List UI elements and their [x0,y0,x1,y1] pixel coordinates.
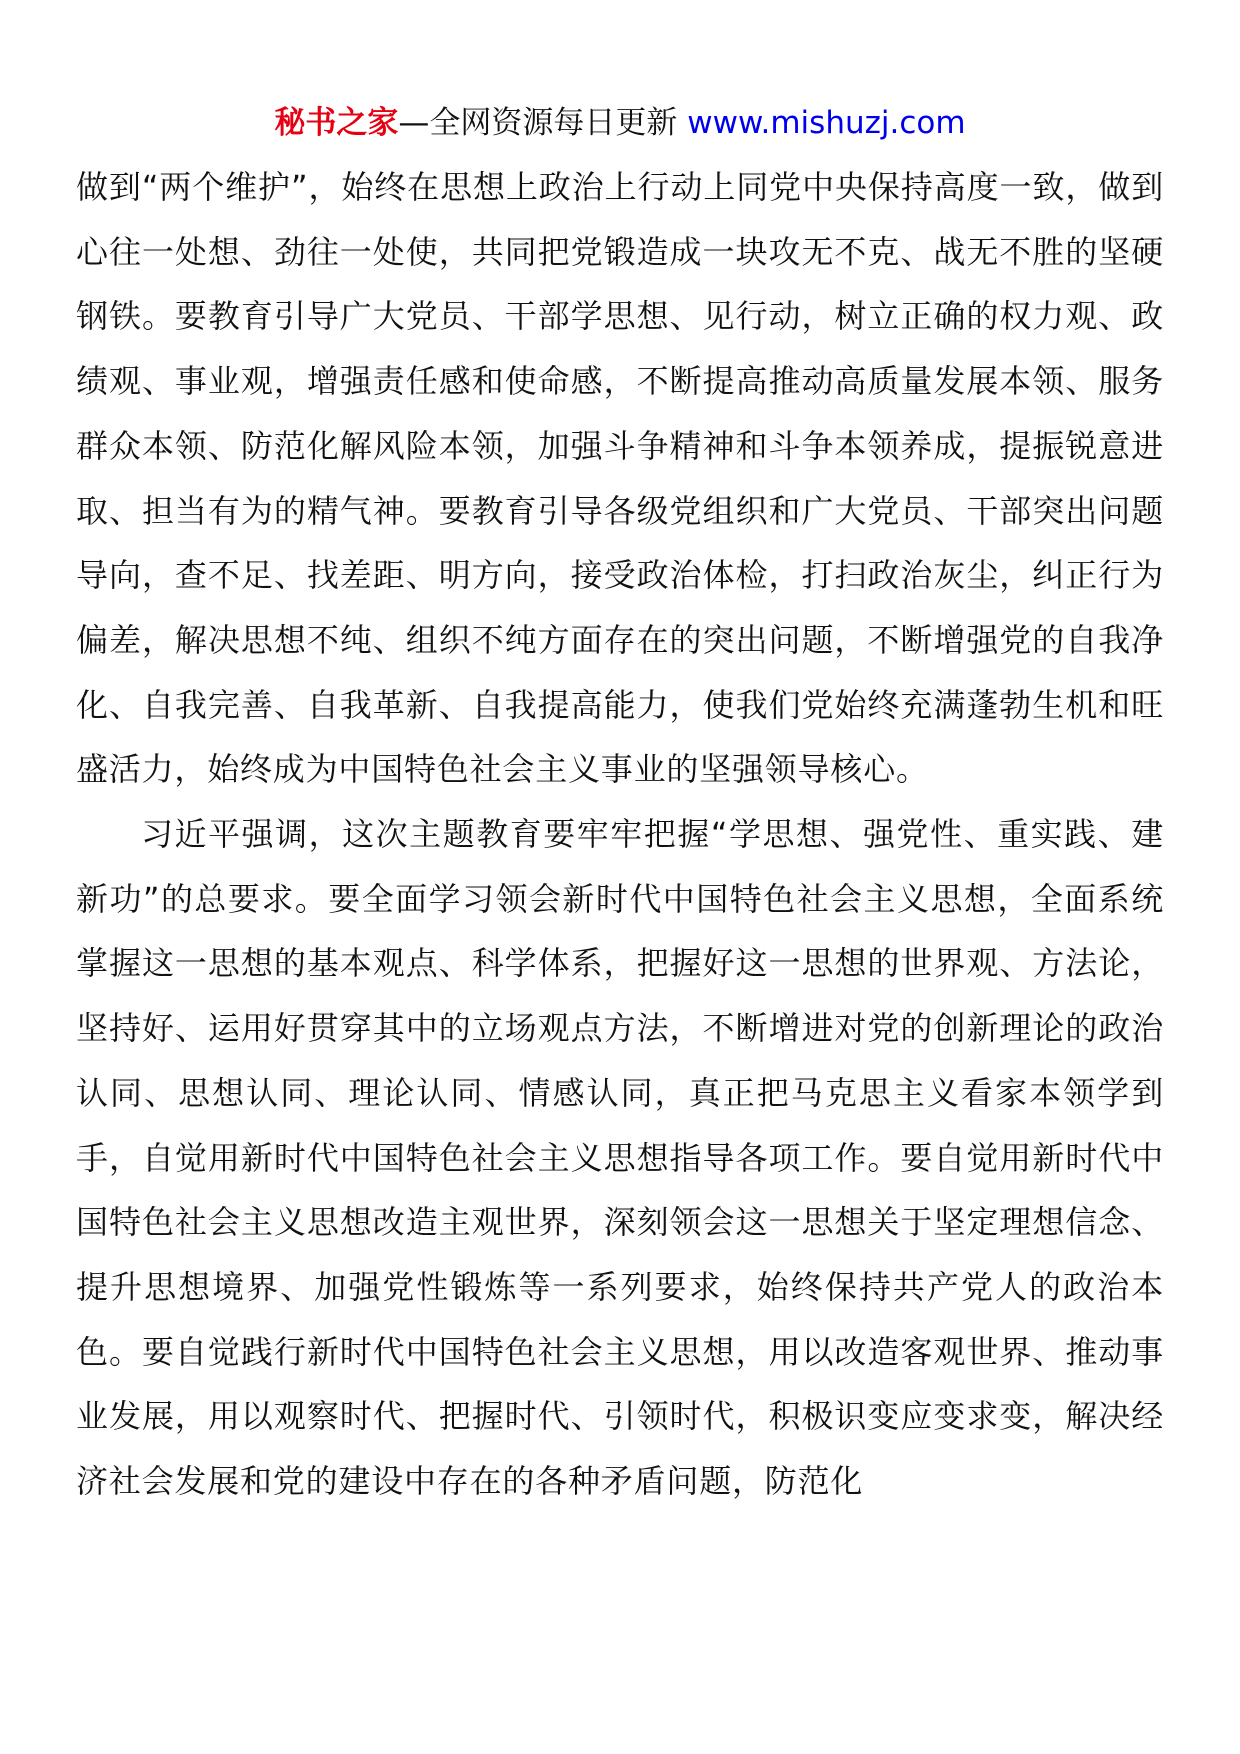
site-tagline: —全网资源每日更新 [398,105,678,141]
site-brand: 秘书之家 [274,105,399,141]
document-body [76,155,1164,1514]
site-url-link[interactable]: www.mishuzj.com [687,105,966,141]
site-header [0,103,1240,143]
paragraph-continued: 做到“两个维护”，始终在思想上政治上行动上同党中央保持高度一致，做到心往一处想、劲往一处使，共同把党锻造成一块攻无不克、战无不胜的坚硬钢铁。要教育引导广大党员、干部学思想、见行动，树立正确的权力观、政绩观、事业观，增强责任感和使命感，不断提高推动高质量发展本领、服务群众本领、防范化解风险本领，加强斗争精神和斗争本领养成，提振锐意进取、担当有为的精气神。要教育引导各级党组织和广大党员、干部突出问题导向，查不足、找差距、明方向，接受政治体检，打扫政治灰尘，纠正行为偏差，解决思想不纯、组织不纯方面存在的突出问题，不断增强党的自我净化、自我完善、自我革新、自我提高能力，使我们党始终充满蓬勃生机和旺盛活力，始终成为中国特色社会主义事业的坚强领导核心。 [76,168,1164,789]
paragraph: 习近平强调，这次主题教育要牢牢把握“学思想、强党性、重实践、建新功”的总要求。要全面学习领会新时代中国特色社会主义思想，全面系统掌握这一思想的基本观点、科学体系，把握好这一思想的世界观、方法论，坚持好、运用好贯穿其中的立场观点方法，不断增进对党的创新理论的政治认同、思想认同、理论认同、情感认同，真正把马克思主义看家本领学到手，自觉用新时代中国特色社会主义思想指导各项工作。要自觉用新时代中国特色社会主义思想改造主观世界，深刻领会这一思想关于坚定理想信念、提升思想境界、加强党性锻炼等一系列要求，始终保持共产党人的政治本色。要自觉践行新时代中国特色社会主义思想，用以改造客观世界、推动事业发展，用以观察时代、把握时代、引领时代，积极识变应变求变，解决经济社会发展和党的建设中存在的各种矛盾问题，防范化 [76,815,1164,1501]
